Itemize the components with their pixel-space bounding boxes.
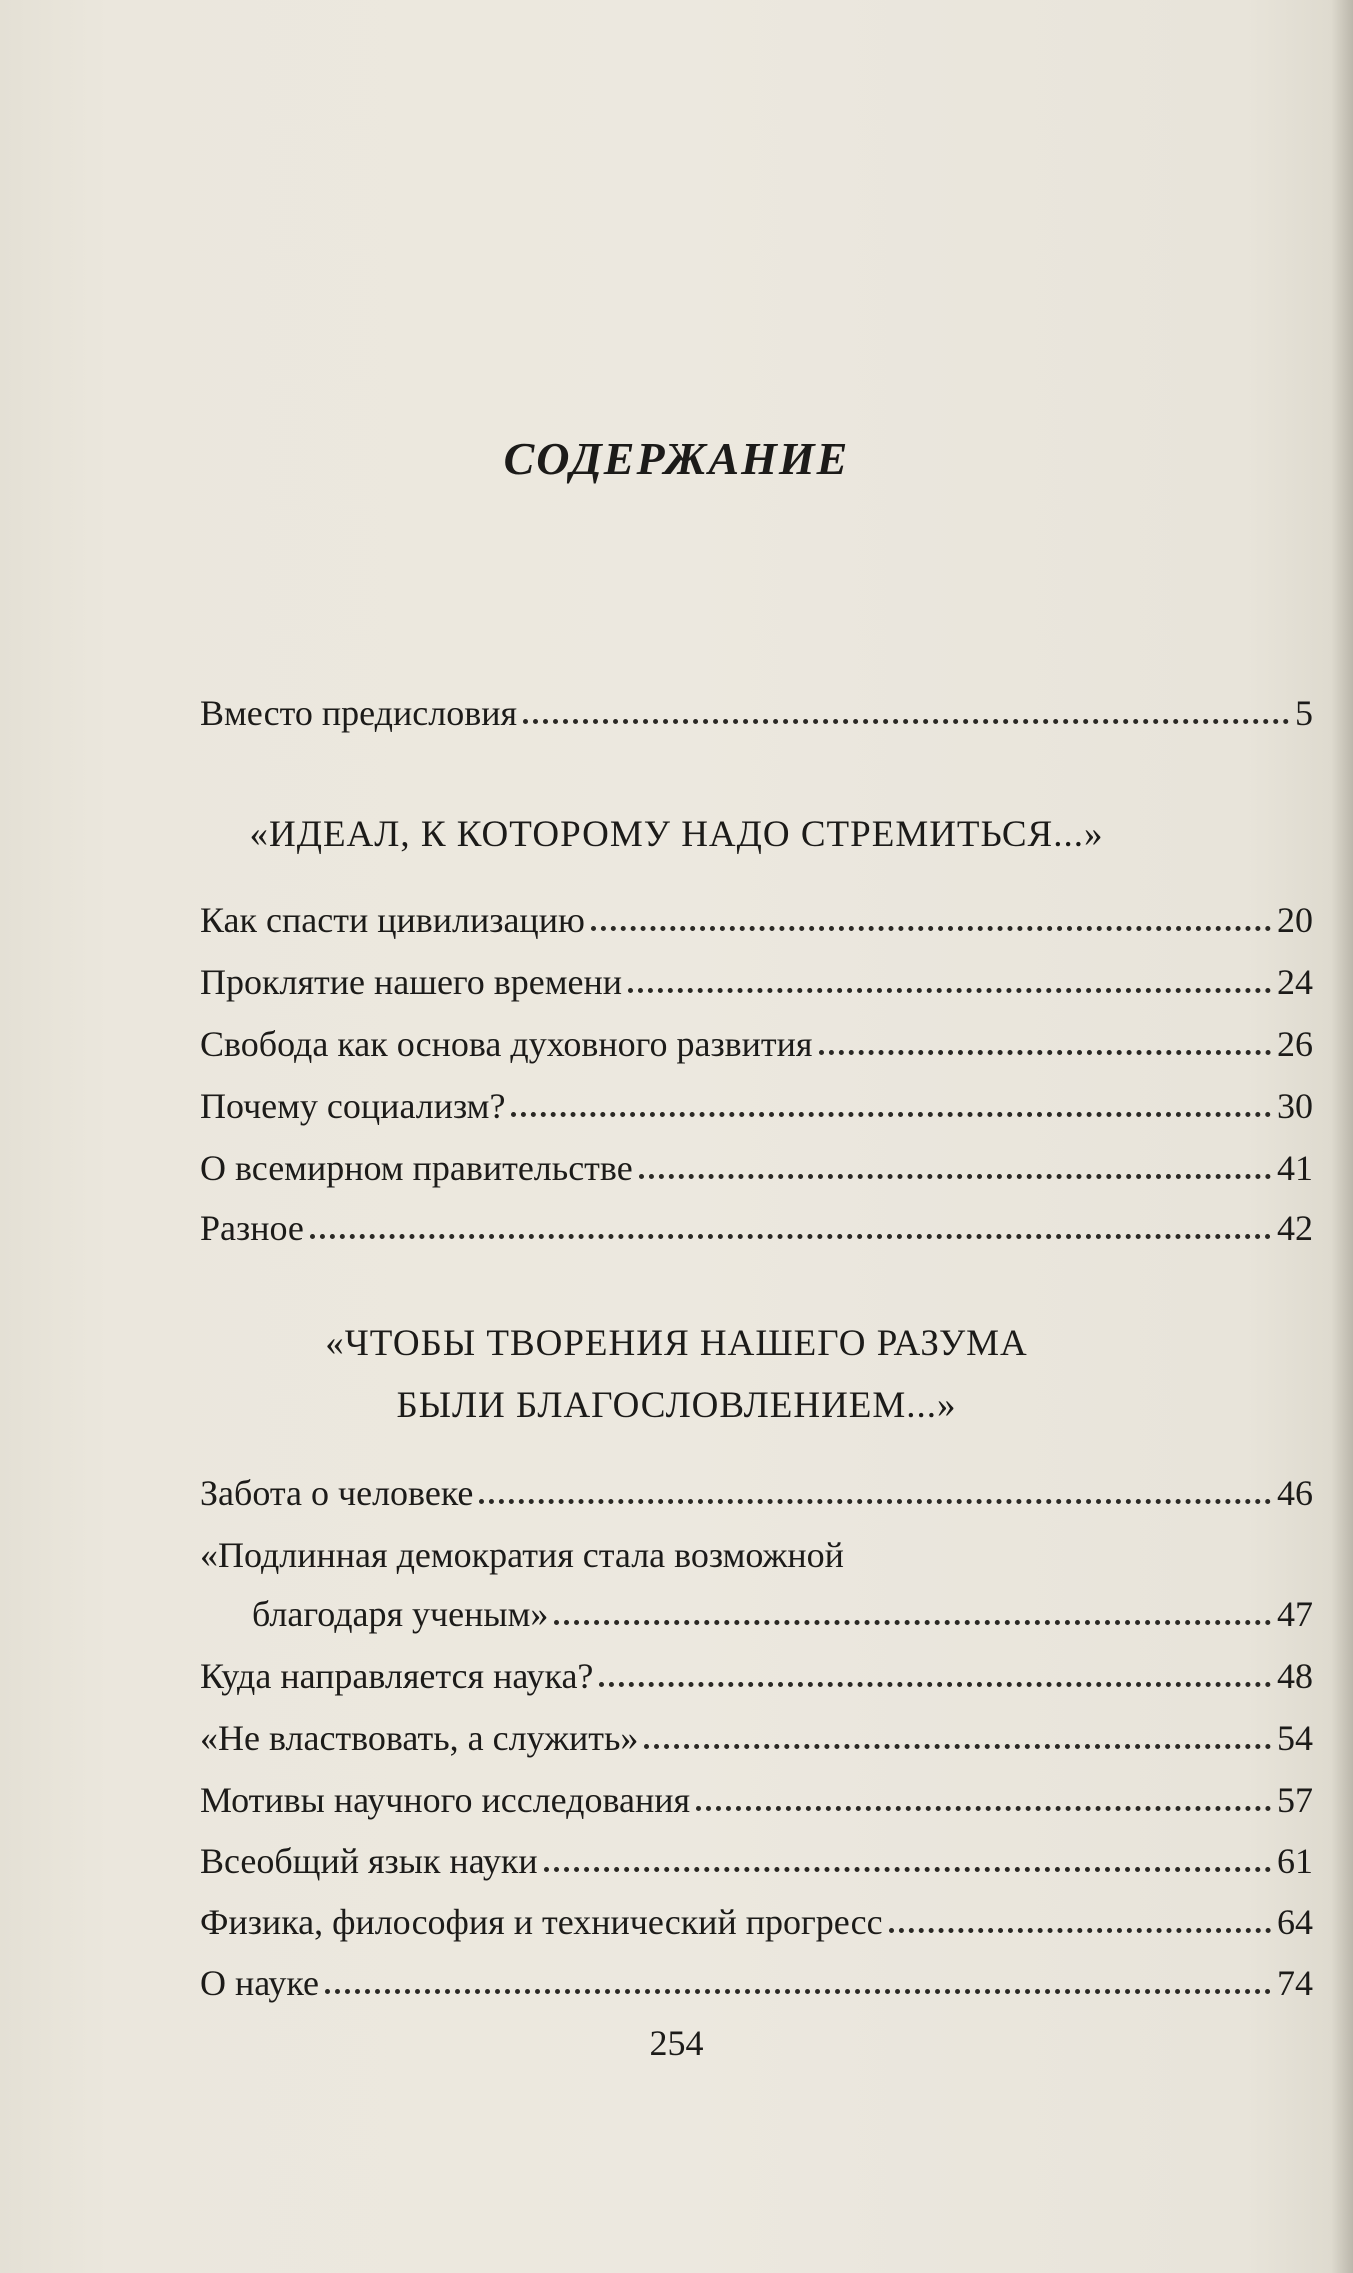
toc-entry-label: О всемирном правительстве (200, 1148, 633, 1188)
toc-entry[interactable] (200, 1710, 1313, 1766)
toc-entry-page: 42 (1277, 1208, 1313, 1248)
page-title: СОДЕРЖАНИЕ (503, 433, 850, 484)
toc-entry-label: Всеобщий язык науки (200, 1841, 538, 1881)
toc-entry[interactable] (200, 1833, 1313, 1889)
toc-entry-label: Как спасти цивилизацию (200, 900, 585, 940)
toc-entry-label: «Не властвовать, а служить» (200, 1718, 639, 1758)
leader-dots (696, 1806, 1271, 1811)
leader-dots (628, 988, 1271, 993)
toc-entry[interactable] (200, 954, 1313, 1010)
leader-dots (599, 1682, 1271, 1687)
leader-dots (511, 1112, 1271, 1117)
toc-entry-page: 54 (1277, 1718, 1313, 1758)
toc-entry[interactable] (252, 1586, 1313, 1642)
leader-dots (819, 1050, 1272, 1055)
toc-entry-label: Вместо предисловия (200, 693, 518, 733)
leader-dots (889, 1928, 1271, 1933)
toc-entry[interactable] (200, 892, 1313, 948)
toc-entry[interactable] (200, 1200, 1313, 1256)
leader-dots (325, 1989, 1271, 1994)
leader-dots (639, 1174, 1271, 1179)
toc-entry-page: 64 (1277, 1902, 1313, 1942)
toc-entry-page: 74 (1277, 1963, 1313, 2003)
leader-dots (591, 926, 1271, 931)
toc-entry-label: О науке (200, 1963, 319, 2003)
leader-dots (644, 1744, 1271, 1749)
toc-entry-page: 41 (1277, 1148, 1313, 1188)
toc-entry-page: 47 (1277, 1594, 1313, 1634)
toc-entry-label: Мотивы научного исследования (200, 1780, 691, 1820)
toc-entry-page: 20 (1277, 900, 1313, 940)
toc-entry[interactable] (200, 1465, 1313, 1521)
leader-dots (554, 1620, 1271, 1625)
toc-entry-label: Физика, философия и технический прогресс (200, 1902, 883, 1942)
toc-entry[interactable] (200, 1772, 1313, 1828)
toc-entry-label: Куда направляется наука? (200, 1656, 594, 1696)
section-heading-2-line1: «ЧТОБЫ ТВОРЕНИЯ НАШЕГО РАЗУМА (325, 1323, 1028, 1364)
toc-entry-label: Забота о человеке (200, 1473, 474, 1513)
toc-entry-page: 48 (1277, 1656, 1313, 1696)
section-heading-1: «ИДЕАЛ, К КОТОРОМУ НАДО СТРЕМИТЬСЯ...» (249, 814, 1104, 855)
toc-entry[interactable] (200, 1894, 1313, 1950)
page-number: 254 (649, 2023, 704, 2063)
leader-dots (310, 1234, 1271, 1239)
toc-entry-page: 30 (1277, 1086, 1313, 1126)
toc-entry[interactable] (200, 1078, 1313, 1134)
toc-entry[interactable] (200, 1648, 1313, 1704)
toc-entry-label: Почему социализм? (200, 1086, 506, 1126)
toc-entry-page: 24 (1277, 962, 1313, 1002)
toc-entry-page: 57 (1277, 1780, 1313, 1820)
leader-dots (479, 1499, 1271, 1504)
section-heading-2-line2: БЫЛИ БЛАГОСЛОВЛЕНИЕМ...» (396, 1385, 957, 1426)
toc-entry-label-line1[interactable]: «Подлинная демократия стала возможной (200, 1535, 844, 1575)
toc-entry-page: 26 (1277, 1024, 1313, 1064)
toc-entry-page: 61 (1277, 1841, 1313, 1881)
toc-entry-label: Проклятие нашего времени (200, 962, 623, 1002)
toc-entry[interactable] (200, 1016, 1313, 1072)
leader-dots (544, 1867, 1271, 1872)
toc-entry-label: Разное (200, 1208, 304, 1248)
toc-entry[interactable] (200, 1140, 1313, 1196)
toc-entry-intro[interactable] (200, 685, 1313, 741)
toc-entry-page: 46 (1277, 1473, 1313, 1513)
toc-entry-label: Свобода как основа духовного развития (200, 1024, 813, 1064)
toc-entry-page: 5 (1295, 693, 1313, 733)
toc-entry[interactable] (200, 1955, 1313, 2011)
leader-dots (523, 719, 1289, 724)
page-edge-shadow (1331, 0, 1353, 2273)
toc-entry-label: благодаря ученым» (252, 1594, 549, 1634)
